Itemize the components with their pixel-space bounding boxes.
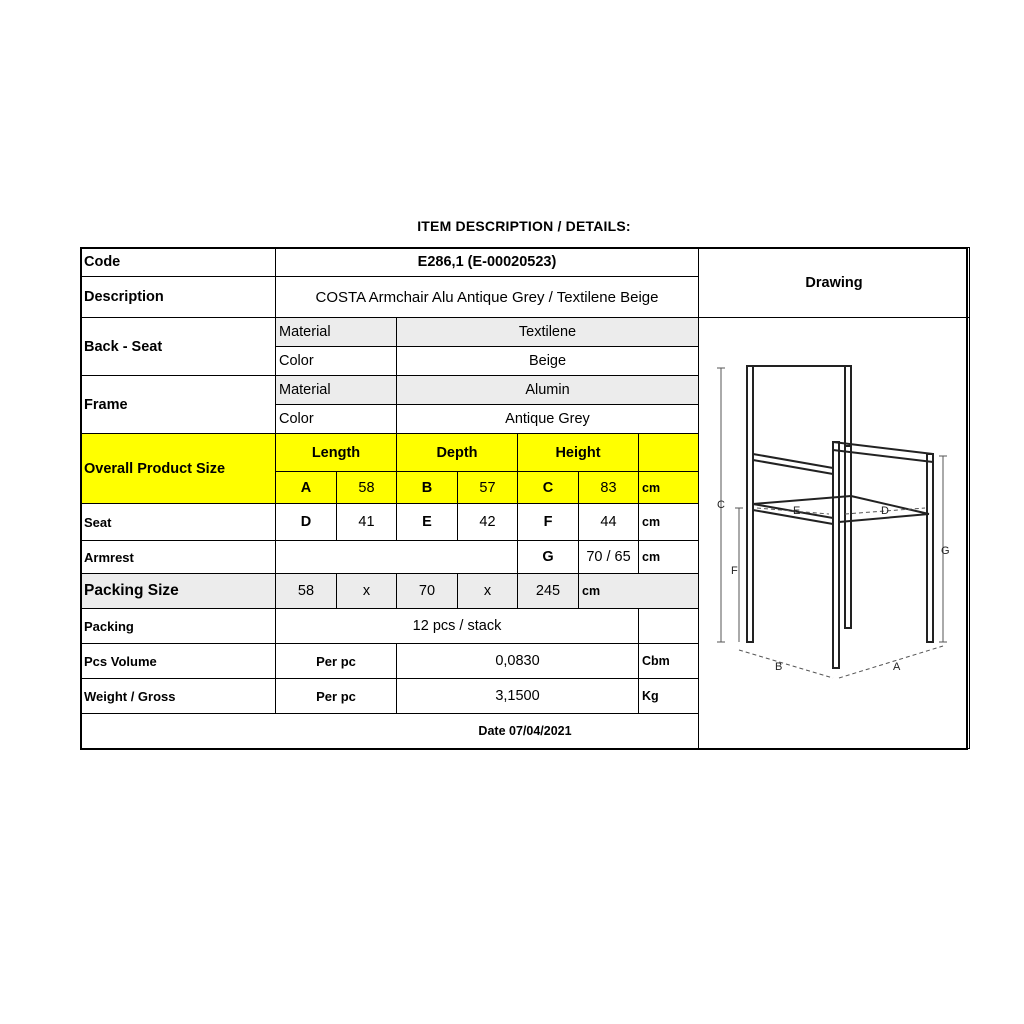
seat-unit: cm bbox=[639, 504, 699, 541]
packing-x1: x bbox=[337, 574, 397, 609]
dim-g-letter: G bbox=[518, 541, 579, 574]
weight-value: 3,1500 bbox=[397, 679, 639, 714]
frame-color-label: Color bbox=[276, 405, 397, 434]
dim-label-f: F bbox=[731, 565, 738, 577]
dim-label-d: D bbox=[881, 505, 889, 517]
back-seat-material-label: Material bbox=[276, 318, 397, 347]
dim-f-letter: F bbox=[518, 504, 579, 541]
height-header: Height bbox=[518, 434, 639, 472]
pcs-volume-value: 0,0830 bbox=[397, 644, 639, 679]
description-value: COSTA Armchair Alu Antique Grey / Textilene Beige bbox=[276, 277, 699, 318]
packing-height: 245 bbox=[518, 574, 579, 609]
date-footer: Date 07/04/2021 bbox=[81, 714, 970, 749]
dim-b-value: 57 bbox=[458, 472, 518, 504]
armrest-label: Armrest bbox=[81, 541, 276, 574]
dim-label-c: C bbox=[717, 499, 725, 511]
back-seat-material: Textilene bbox=[397, 318, 699, 347]
dim-c-value: 83 bbox=[579, 472, 639, 504]
weight-label: Weight / Gross bbox=[81, 679, 276, 714]
overall-unit: cm bbox=[639, 472, 699, 504]
dim-e-letter: E bbox=[397, 504, 458, 541]
dim-a-value: 58 bbox=[337, 472, 397, 504]
packing-value: 12 pcs / stack bbox=[276, 609, 639, 644]
frame-label: Frame bbox=[81, 376, 276, 434]
back-seat-color: Beige bbox=[397, 347, 699, 376]
dim-label-e: E bbox=[793, 505, 801, 517]
back-seat-color-label: Color bbox=[276, 347, 397, 376]
packing-size-label: Packing Size bbox=[81, 574, 276, 609]
frame-color: Antique Grey bbox=[397, 405, 699, 434]
sheet-title: ITEM DESCRIPTION / DETAILS: bbox=[417, 218, 631, 234]
packing-label: Packing bbox=[81, 609, 276, 644]
dim-b-letter: B bbox=[397, 472, 458, 504]
weight-unit: Kg bbox=[639, 679, 699, 714]
overall-size-label: Overall Product Size bbox=[81, 434, 276, 504]
packing-size-unit: cm bbox=[579, 574, 699, 609]
drawing-header: Drawing bbox=[699, 248, 970, 318]
packing-x2: x bbox=[458, 574, 518, 609]
dim-g-value: 70 / 65 bbox=[579, 541, 639, 574]
dim-d-letter: D bbox=[276, 504, 337, 541]
table-outer-border bbox=[80, 247, 968, 750]
dim-label-b: B bbox=[775, 661, 783, 673]
code-value: E286,1 (E-00020523) bbox=[276, 248, 699, 277]
pcs-volume-per: Per pc bbox=[276, 644, 397, 679]
frame-material: Alumin bbox=[397, 376, 699, 405]
depth-header: Depth bbox=[397, 434, 518, 472]
weight-per: Per pc bbox=[276, 679, 397, 714]
code-label: Code bbox=[81, 248, 276, 277]
dim-label-g: G bbox=[941, 545, 950, 557]
dim-e-value: 42 bbox=[458, 504, 518, 541]
armrest-unit: cm bbox=[639, 541, 699, 574]
description-label: Description bbox=[81, 277, 276, 318]
dim-c-letter: C bbox=[518, 472, 579, 504]
packing-length: 58 bbox=[276, 574, 337, 609]
packing-width: 70 bbox=[397, 574, 458, 609]
back-seat-label: Back - Seat bbox=[81, 318, 276, 376]
dim-d-value: 41 bbox=[337, 504, 397, 541]
length-header: Length bbox=[276, 434, 397, 472]
frame-material-label: Material bbox=[276, 376, 397, 405]
dim-a-letter: A bbox=[276, 472, 337, 504]
pcs-volume-label: Pcs Volume bbox=[81, 644, 276, 679]
dim-f-value: 44 bbox=[579, 504, 639, 541]
seat-label: Seat bbox=[81, 504, 276, 541]
pcs-volume-unit: Cbm bbox=[639, 644, 699, 679]
dim-label-a: A bbox=[893, 661, 901, 673]
